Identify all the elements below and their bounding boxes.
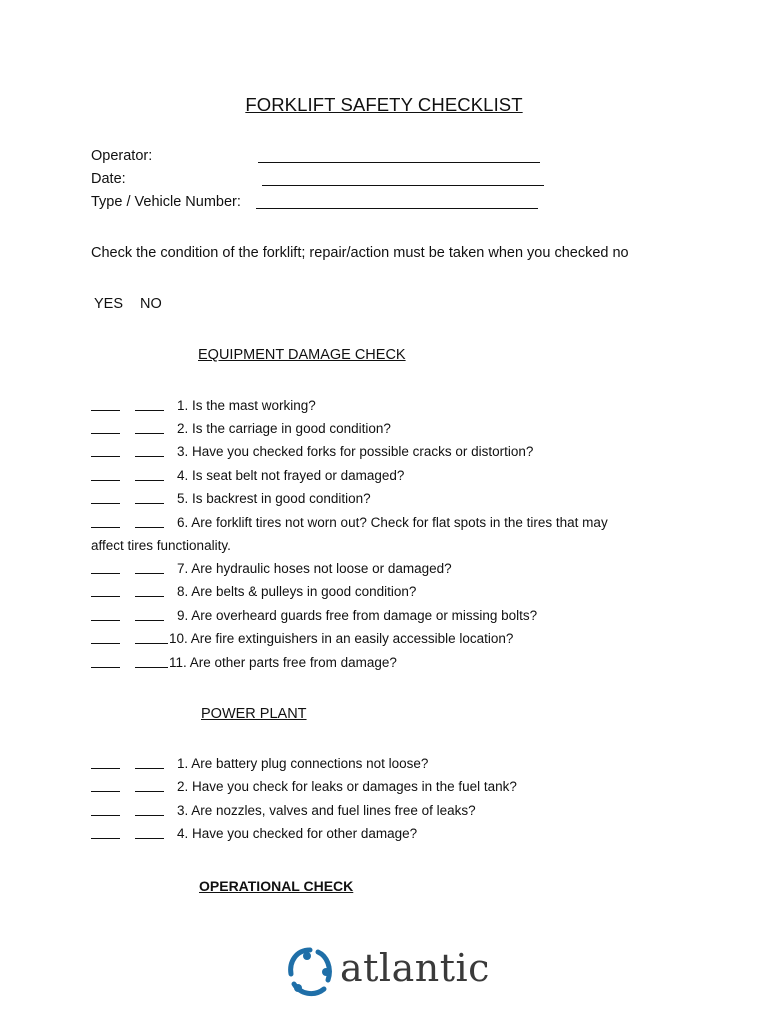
item-text: 8. Are belts & pulleys in good condition?: [177, 584, 417, 599]
no-blank[interactable]: [135, 596, 164, 597]
page-title: FORKLIFT SAFETY CHECKLIST: [245, 94, 523, 115]
no-blank[interactable]: [135, 503, 164, 504]
yes-blank[interactable]: [91, 573, 120, 574]
no-blank[interactable]: [135, 527, 164, 528]
date-field[interactable]: [262, 185, 544, 186]
logo-mark-icon: [284, 944, 336, 1000]
item-text: 11. Are other parts free from damage?: [169, 655, 397, 670]
no-blank[interactable]: [135, 838, 164, 839]
yes-blank[interactable]: [91, 527, 120, 528]
vehicle-number-field[interactable]: [256, 208, 538, 209]
no-blank[interactable]: [135, 480, 164, 481]
no-column-header: NO: [140, 296, 162, 312]
yes-blank[interactable]: [91, 620, 120, 621]
no-blank[interactable]: [135, 768, 164, 769]
item-text: 5. Is backrest in good condition?: [177, 491, 371, 506]
yes-blank[interactable]: [91, 667, 120, 668]
no-blank[interactable]: [135, 410, 164, 411]
yes-column-header: YES: [94, 296, 124, 312]
vehicle-number-label: Type / Vehicle Number:: [91, 194, 241, 210]
no-blank[interactable]: [135, 573, 164, 574]
item-text: 4. Have you checked for other damage?: [177, 826, 418, 841]
item-text: 6. Are forklift tires not worn out? Check for flat spots in the tires that may: [177, 515, 608, 530]
operator-field[interactable]: [258, 162, 540, 163]
no-blank[interactable]: [135, 815, 164, 816]
item-text: 3. Have you checked forks for possible cracks or distortion?: [177, 444, 534, 459]
yes-blank[interactable]: [91, 480, 120, 481]
item-text: 9. Are overheard guards free from damage or missing bolts?: [177, 608, 538, 623]
yes-blank[interactable]: [91, 815, 120, 816]
item-text: 2. Have you check for leaks or damages in the fuel tank?: [177, 779, 517, 794]
item-text: 3. Are nozzles, valves and fuel lines free of leaks?: [177, 803, 476, 818]
no-blank[interactable]: [135, 456, 164, 457]
yes-blank[interactable]: [91, 791, 120, 792]
atlantic-logo: [284, 944, 490, 1000]
yes-blank[interactable]: [91, 596, 120, 597]
item-text: 2. Is the carriage in good condition?: [177, 421, 391, 436]
section-heading-equipment-damage: EQUIPMENT DAMAGE CHECK: [198, 347, 406, 363]
yes-blank[interactable]: [91, 410, 120, 411]
section-heading-power-plant: POWER PLANT: [201, 706, 307, 722]
item-text: 7. Are hydraulic hoses not loose or damaged?: [177, 561, 452, 576]
logo-wordmark: atlantic: [340, 946, 490, 990]
item-text: 1. Are battery plug connections not loose?: [177, 756, 429, 771]
yes-blank[interactable]: [91, 838, 120, 839]
yes-blank[interactable]: [91, 768, 120, 769]
yes-blank[interactable]: [91, 456, 120, 457]
item-text-continuation: affect tires functionality.: [91, 538, 231, 553]
yes-blank[interactable]: [91, 503, 120, 504]
no-blank[interactable]: [135, 620, 164, 621]
no-blank[interactable]: [135, 791, 164, 792]
item-text: 1. Is the mast working?: [177, 398, 316, 413]
yes-blank[interactable]: [91, 643, 120, 644]
no-blank[interactable]: [135, 643, 168, 644]
instruction-text: Check the condition of the forklift; repair/action must be taken when you checked no: [91, 245, 629, 261]
yes-blank[interactable]: [91, 433, 120, 434]
section-heading-operational-check: OPERATIONAL CHECK: [199, 878, 354, 894]
item-text: 4. Is seat belt not frayed or damaged?: [177, 468, 405, 483]
item-text: 10. Are fire extinguishers in an easily accessible location?: [169, 631, 514, 646]
no-blank[interactable]: [135, 667, 168, 668]
date-label: Date:: [91, 171, 126, 187]
no-blank[interactable]: [135, 433, 164, 434]
operator-label: Operator:: [91, 148, 153, 164]
